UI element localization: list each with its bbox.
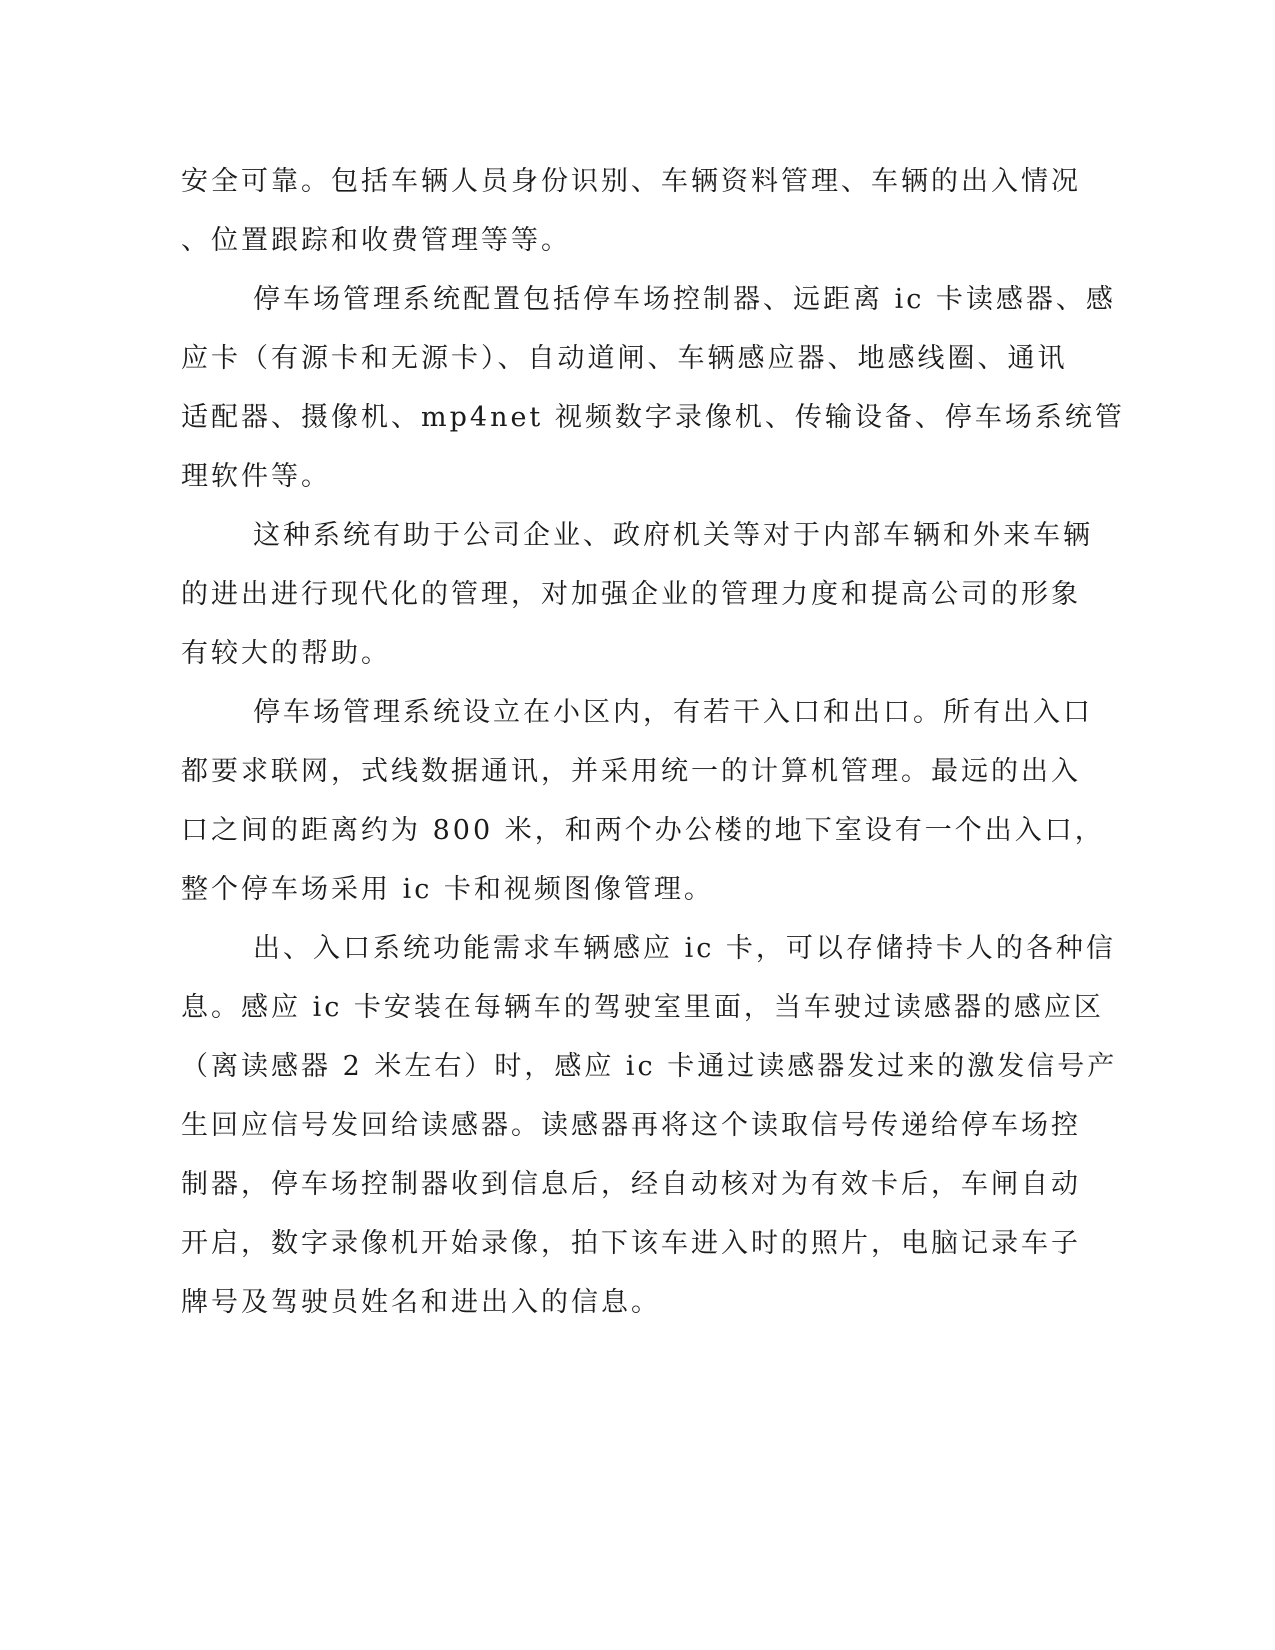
text-line: 停车场管理系统配置包括停车场控制器、远距离 ic 卡读感器、感: [253, 284, 1116, 315]
paragraph-3: [181, 506, 1093, 683]
text-line: 的进出进行现代化的管理，对加强企业的管理力度和提高公司的形象: [181, 579, 1081, 610]
text-line: 适配器、摄像机、mp4net 视频数字录像机、传输设备、停车场系统管: [181, 402, 1125, 433]
text-line: 息。感应 ic 卡安装在每辆车的驾驶室里面，当车驶过读感器的感应区: [181, 992, 1104, 1023]
text-line: 、位置跟踪和收费管理等等。: [181, 225, 571, 256]
paragraph-1: [181, 152, 1081, 270]
text-line: 口之间的距离约为 800 米，和两个办公楼的地下室设有一个出入口，: [181, 815, 1105, 846]
paragraph-4: [181, 683, 1105, 919]
paragraph-5: [181, 919, 1118, 1332]
text-line: 理软件等。: [181, 461, 331, 492]
text-line: 都要求联网，式线数据通讯，并采用统一的计算机管理。最远的出入: [181, 756, 1081, 787]
text-line: 制器，停车场控制器收到信息后，经自动核对为有效卡后，车闸自动: [181, 1169, 1081, 1200]
text-line: 整个停车场采用 ic 卡和视频图像管理。: [181, 874, 714, 905]
text-line: 这种系统有助于公司企业、政府机关等对于内部车辆和外来车辆: [253, 520, 1093, 551]
paragraph-2: [181, 270, 1125, 506]
text-line: 有较大的帮助。: [181, 638, 391, 669]
text-line: 牌号及驾驶员姓名和进出入的信息。: [181, 1287, 661, 1318]
text-line: 停车场管理系统设立在小区内，有若干入口和出口。所有出入口: [253, 697, 1093, 728]
text-line: 开启，数字录像机开始录像，拍下该车进入时的照片，电脑记录车子: [181, 1228, 1081, 1259]
text-line: 安全可靠。包括车辆人员身份识别、车辆资料管理、车辆的出入情况: [181, 166, 1081, 197]
text-line: 生回应信号发回给读感器。读感器再将这个读取信号传递给停车场控: [181, 1110, 1081, 1141]
text-line: 应卡（有源卡和无源卡）、自动道闸、车辆感应器、地感线圈、通讯: [181, 343, 1068, 374]
document-body: [181, 152, 1125, 1332]
text-line: 出、入口系统功能需求车辆感应 ic 卡，可以存储持卡人的各种信: [253, 933, 1116, 964]
text-line: （离读感器 2 米左右）时，感应 ic 卡通过读感器发过来的激发信号产: [181, 1051, 1118, 1082]
